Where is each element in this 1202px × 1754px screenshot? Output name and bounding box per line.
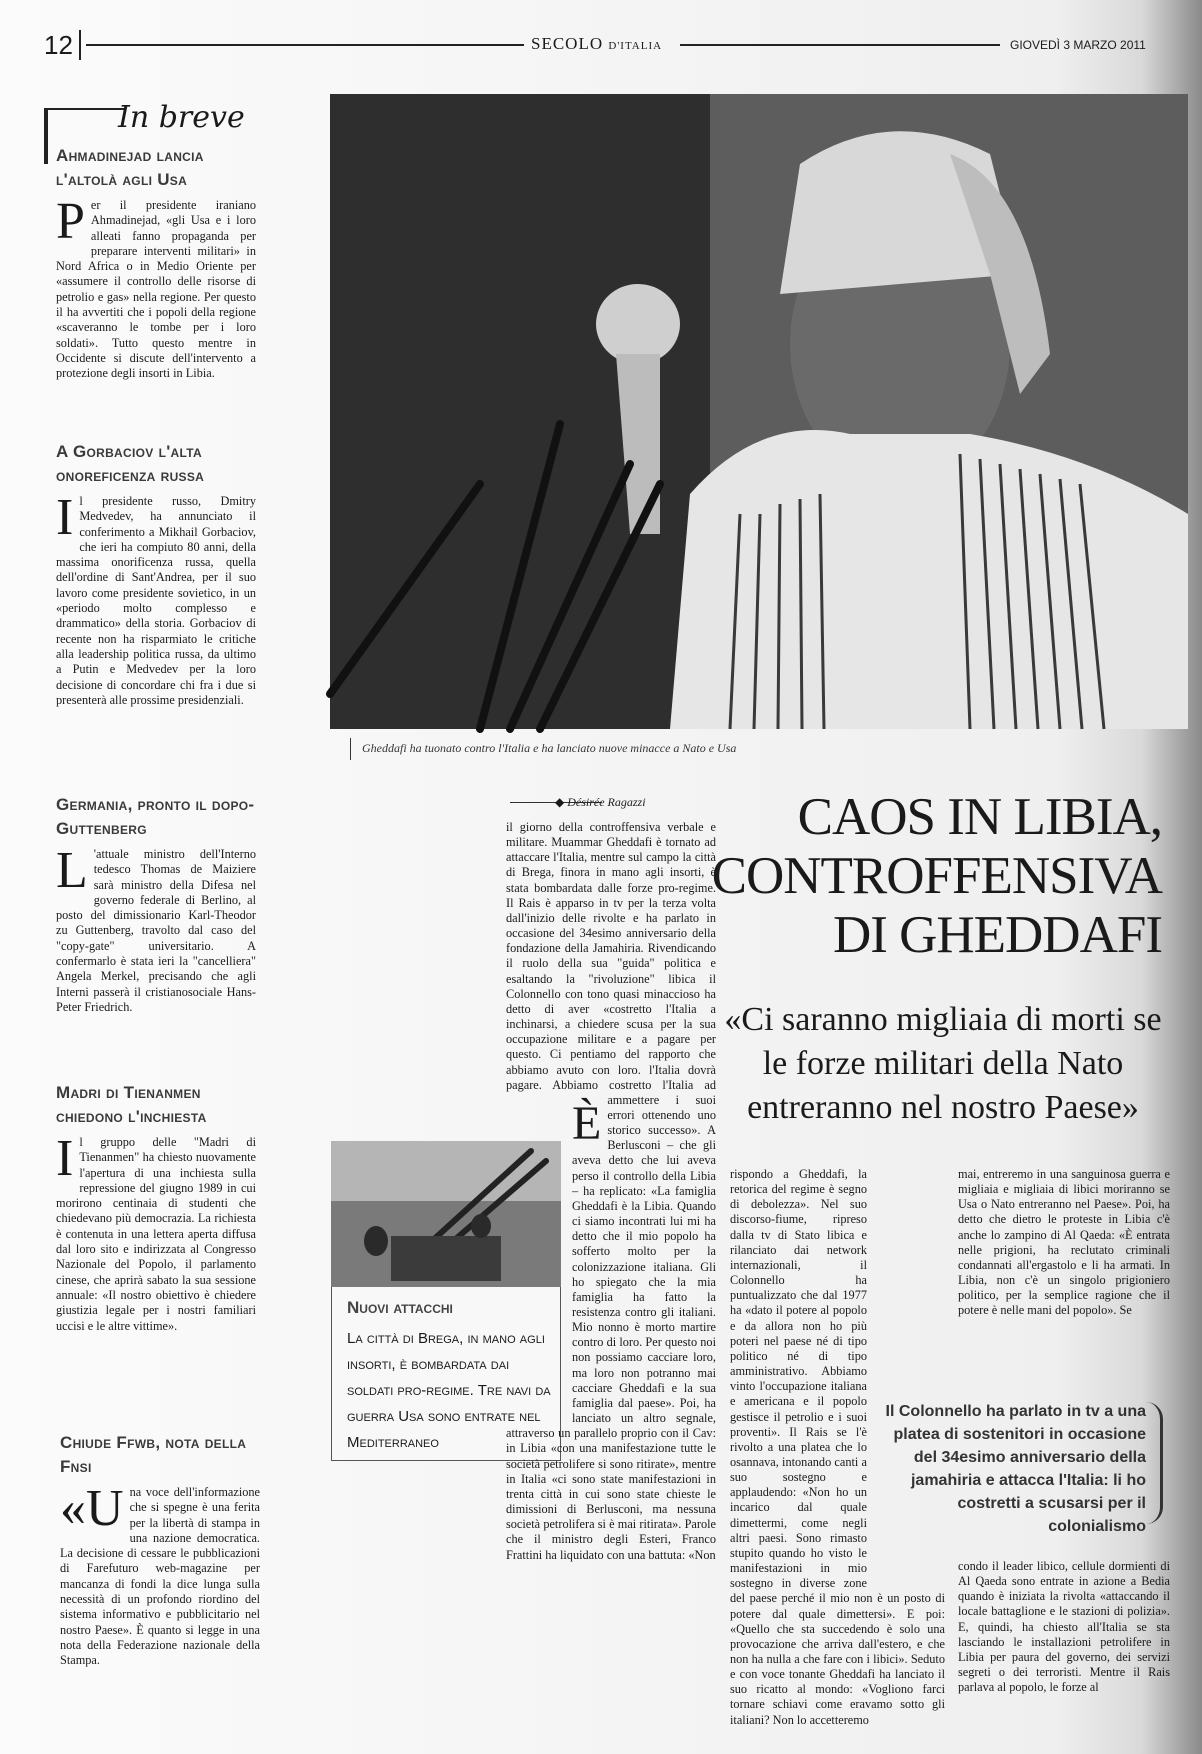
brief-text: na voce dell'informazione che si spegne è una ferita per la libertà di stampa in una nazione democratica. La decisione di cessare le pubblicazioni di Farefuturo web-magazine per mancanza di fondi la dice lunga sulla necessità di un profondo riordino del sistema informativo e pubblicitario nel nostro Paese». È quanto si legge in una nota della Federazione nazionale della Stampa. — [60, 1485, 260, 1668]
brief-text: l presidente russo, Dmitry Medvedev, ha annunciato il conferimento a Mikhail Gorbaciov, che ieri ha compiuto 80 anni, della massima onorificenza russa, quella dell'ordine di Sant'Andrea, per il suo lavoro come presidente sovietico, in un «periodo molto complesso e drammatico» della storia. Gorbaciov di recente non ha risparmiato le critiche alla leadership politica russa, da ultimo a Putin e Medvedev per la loro decisione di concordare chi fra i due si presenterà alle prossime presidenziali. — [56, 494, 256, 707]
dropcap: I — [56, 1130, 74, 1187]
dropcap: I — [56, 489, 74, 546]
brief-headline: Germania, pronto il dopo-Guttenberg — [56, 795, 255, 838]
caption-rule — [350, 738, 351, 760]
header-rule-left — [86, 44, 524, 46]
article-text-col1: il giorno della controffensiva verbale e militare. Muammar Gheddafi è tornato ad attaccare l'Italia, mentre sul campo la città di Brega, finora in mano agli insorti, è stata bombardata dalle forze pro-regime. Il Rais è apparso in tv per la terza volta dall'inizio delle rivolte e ha parlato in occasione del 34esimo anniversario della fondazione della Jamahiria. Rivendicando il ruolo della sua "guida" politica e esaltando la "rivoluzione" libica il Colonnello con tono quasi minaccioso ha detto di aver «costretto l'Italia a inchinarsi, a chiedere scusa per la sua occupazione militare e a pagare per questo. Ci pentiamo del rapporto che abbiamo avuto con loro. l'Italia dovrà pagare. Abbiamo costretto l'Italia ad ammettere i suoi errori ottenendo uno storico successo». A Berlusconi – che gli aveva detto che lui aveva perso il controllo della Libia – ha replicato: «La famiglia Gheddafi è la Libia. Quando ci siamo incontrati lui mi ha detto che il mio popolo ha sofferto molto per la colonizzazione italiana. Gli ho spiegato che la mia famiglia ha fatto la resistenza contro gli italiani. Mio nonno è morto martire contro di loro. Per questo noi non possiamo cacciare loro, ma loro non potranno mai cacciare Gheddafi e la sua famiglia dal paese». Poi, ha lanciato un altro segnale, attraverso un parallelo proprio con il Cav: in Libia «con una manifestazione tutte le società petrolifere si sono ritirate», mentre in Italia «ci sono state manifestazioni in trenta città in cui sono state chieste le dimissioni di Berlusconi, ma nessuna società petrolifera si è mai ritirata». Parole che il ministro degli Esteri, Franco Frattini ha liquidato con una battuta: «Non — [506, 820, 716, 1562]
brief-item — [56, 1081, 256, 1334]
byline-author: Désirée Ragazzi — [567, 795, 646, 809]
issue-date: GIOVEDÌ 3 MARZO 2011 — [1010, 38, 1146, 52]
article-text-col3b: condo il leader libico, cellule dormienti di Al Qaeda sono entrate in azione a Bedia quando è iniziata la rivolta «attaccando il locale battaglione e le stazioni di polizia». E, quindi, ha chiesto all'Italia se sta lasciando le installazioni petrolifere in Libia per paura del governo, dei servizi segreti o dei terroristi. Mentre il Rais parlava al popolo, le forze al — [958, 1559, 1170, 1695]
brief-bracket — [44, 108, 48, 164]
masthead — [525, 34, 668, 54]
page-number: 12 — [44, 30, 81, 60]
brief-item — [56, 144, 256, 382]
dropcap: «U — [60, 1480, 124, 1537]
brief-headline: Chiude Ffwb, nota della Fnsi — [60, 1433, 247, 1476]
brief-item — [60, 1431, 260, 1669]
pull-quote: Il Colonnello ha parlato in tv a una platea di sostenitori in occasione del 34esimo anniversario della jamahiria e attacca l'Italia: li ho costretti a scusarsi per il colonialismo — [885, 1403, 1146, 1535]
dropcap: L — [56, 842, 88, 899]
inset-wrap-spacer — [506, 1100, 572, 1425]
brief-body — [56, 193, 256, 382]
masthead-name: SECOLO — [531, 34, 604, 53]
headline-line: DI GHEDDAFI — [832, 906, 1162, 964]
inset-title: Nuovi attacchi — [347, 1298, 453, 1317]
photo-caption: Gheddafi ha tuonato contro l'Italia e ha lanciato nuove minacce a Nato e Usa — [362, 741, 737, 755]
article-column-1 — [506, 820, 716, 1714]
article-column-3a — [958, 1167, 1170, 1377]
brief-item — [56, 440, 256, 708]
brief-body — [56, 489, 256, 708]
byline: ◆ Désirée Ragazzi — [555, 795, 646, 809]
speaker-illustration — [330, 94, 1188, 729]
brief-text: l gruppo delle "Madri di Tienanmen" ha chiesto nuovamente l'apertura di una inchiesta sulla repressione del giugno 1989 in cui morirono centinaia di studenti che chiedevano più democrazia. La richiesta è contenuta in una lettera aperta diffusa dal loro sito e indirizzata al Congresso Nazionale del Popolo, il parlamento cinese, che aprirà sabato la sua sessione annuale: «Il nostro obiettivo è chiedere giustizia legale per i nostri familiari uccisi e le altre vittime». — [56, 1135, 256, 1333]
article-headline — [700, 788, 1162, 965]
brief-body — [56, 1130, 256, 1334]
brief-body — [56, 842, 256, 1015]
brief-body — [60, 1480, 260, 1669]
brief-headline: A Gorbaciov l'alta onoreficenza russa — [56, 442, 205, 485]
main-photo — [330, 94, 1188, 729]
article-dropcap: È — [572, 1097, 602, 1150]
brief-item — [56, 793, 256, 1015]
inset-text: La città di Brega, in mano agli insorti, è bombardata dai soldati pro-regime. Tre navi da guerra Usa sono entrate nel Mediterraneo — [347, 1330, 551, 1451]
brief-text: 'attuale ministro dell'Interno tedesco Thomas de Maiziere sarà ministro della Difesa nel governo federale di Berlino, al posto del dimissionario Karl-Theodor zu Guttenberg, travolto dal caso del "copy-gate" universitario. A confermarlo è stata ieri la "cancelliera" Angela Merkel, precisando che agli Interni passerà il cristianosociale Hans-Peter Friedrich. — [56, 847, 256, 1014]
article-text-col2: rispondo a Gheddafi, la retorica del regime è segno di debolezza». Nel suo discorso-fiume, ripreso dalla tv di Stato libica e rilanciato dai network internazionali, il Colonnello ha puntualizzato che dal 1977 ha «dato il potere al popolo e da allora non ho più poteri nel paese né di tipo politico né di tipo amministrativo. Abbiamo vinto l'occupazione italiana e americana e il popolo gestisce il petrolio e i suoi proventi». Il Rais se l'è rivolto a una platea che lo osannava, intonando canti a suo sostegno e applaudendo: «Non ho un incarico dal quale dimettermi, come negli altri paesi. Sono rimasto stupito quando ho visto le manifestazioni in mio sostegno in diverse zone del paese perché il mio non è un posto di potere dal quale dimettersi». E poi: «Quello che sta succedendo è solo una provocazione che arriva dall'estero, e che non ha nulla a che fare con i libici». Seduto e con voce tonante Gheddafi ha lanciato il suo ricatto al mondo: «Vogliono farci tornare schiavi come eravamo sotto gli italiani? Non lo accetteremo — [730, 1167, 945, 1727]
headline-line: CONTROFFENSIVA — [711, 847, 1162, 905]
brief-text: er il presidente iraniano Ahmadinejad, «gli Usa e i loro alleati fanno propaganda per preparare interventi militari» in Nord Africa o in Medio Oriente per «assumere il controllo delle risorse di petrolio e gas» nella regione. Per questo il ha avvertiti che i popoli della regione «scaveranno le tombe per i loro soldati». Tutto questo mentre in Occidente si discute dell'intervento a protezione degli insorti in Libia. — [56, 198, 256, 381]
article-text-col3a: mai, entreremo in una sanguinosa guerra e migliaia e migliaia di libici moriranno se Usa o Nato entreranno nel Paese». Poi, ha detto che dietro le proteste in Libia c'è anche lo zampino di Al Qaeda: «È entrata nelle prigioni, ha reclutato criminali condannati all'ergastolo e li ha armati. In Libia, non c'è un singolo prigioniero politico, per la semplice ragione che il potere è nelle mani del popolo». Se — [958, 1167, 1170, 1318]
masthead-suffix: D'ITALIA — [608, 40, 663, 52]
pull-quote-bracket — [1146, 1402, 1163, 1524]
brief-rule — [44, 108, 124, 110]
dropcap: P — [56, 193, 85, 250]
brief-headline: Ahmadinejad lancia l'altolà agli Usa — [56, 146, 204, 189]
header-rule-right — [680, 44, 1000, 46]
brief-section-title: In breve — [118, 100, 245, 135]
brief-headline: Madri di Tienanmen chiedono l'inchiesta — [56, 1083, 207, 1126]
headline-line: CAOS IN LIBIA, — [797, 788, 1162, 846]
article-subhead: «Ci saranno migliaia di morti se le forze militari della Nato entreranno nel nostro Paese» — [724, 1001, 1162, 1126]
article-column-3b — [958, 1559, 1170, 1714]
